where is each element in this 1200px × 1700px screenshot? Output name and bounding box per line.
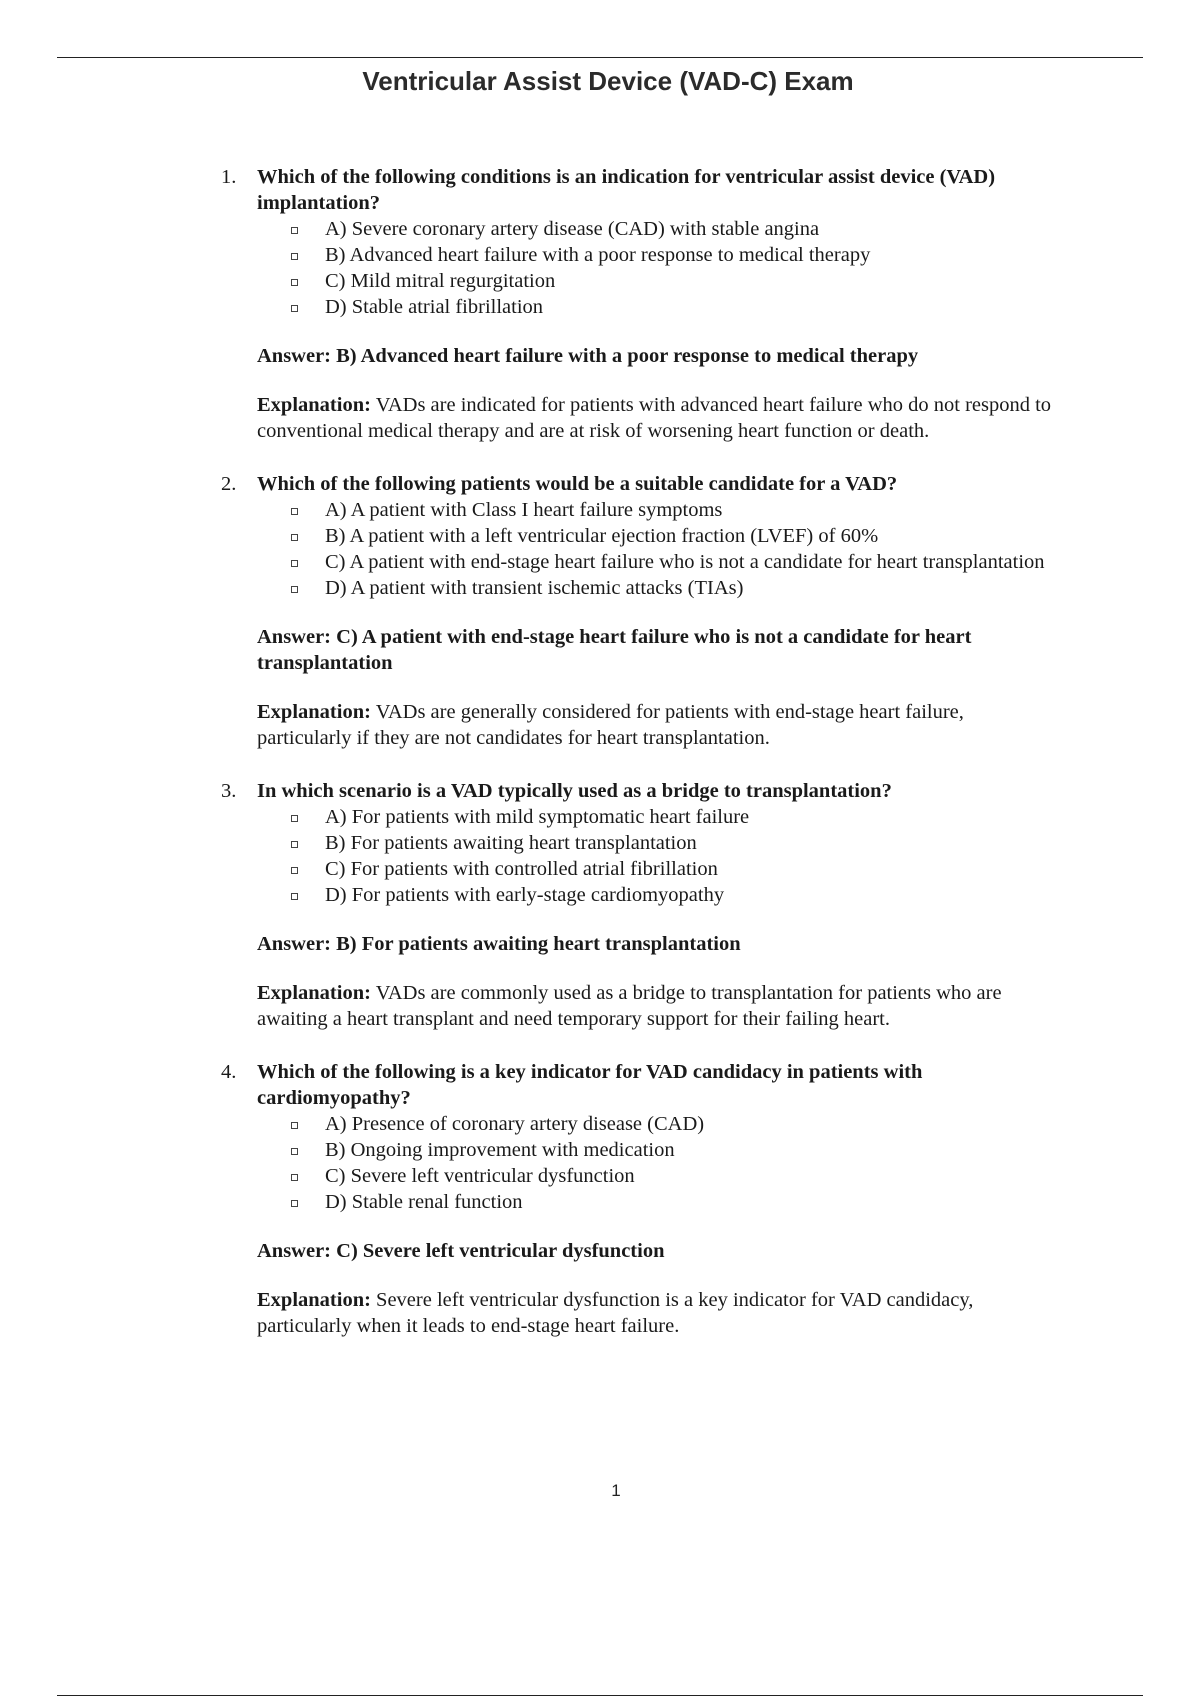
bottom-rule [57, 1695, 1143, 1696]
square-bullet-icon [291, 305, 298, 312]
question-number: 3. [221, 780, 237, 802]
explanation-text: Severe left ventricular dysfunction is a key indicator for VAD candidacy, particularly when it leads to end-stage heart failure. [257, 1289, 974, 1337]
question-list [221, 164, 1057, 1339]
square-bullet-icon [291, 867, 298, 874]
question-number: 1. [221, 166, 237, 188]
square-bullet-icon [291, 560, 298, 567]
option-c [325, 268, 1057, 294]
square-bullet-icon [291, 1122, 298, 1129]
explanation-text: VADs are indicated for patients with advanced heart failure who do not respond to conventional medical therapy and are at risk of worsening heart function or death. [257, 394, 1052, 442]
explanation-label: Explanation: [257, 701, 371, 723]
square-bullet-icon [291, 1148, 298, 1155]
option-b [325, 523, 1057, 549]
explanation-text: VADs are commonly used as a bridge to transplantation for patients who are awaiting a heart transplant and need temporary support for their failing heart. [257, 982, 1002, 1030]
option-d [325, 882, 1057, 908]
option-list [257, 804, 1057, 908]
square-bullet-icon [291, 279, 298, 286]
square-bullet-icon [291, 253, 298, 260]
option-text: A) A patient with Class I heart failure symptoms [325, 499, 723, 521]
question-text: In which scenario is a VAD typically used as a bridge to transplantation? [257, 780, 892, 802]
option-c [325, 549, 1057, 575]
top-rule [57, 57, 1143, 58]
square-bullet-icon [291, 586, 298, 593]
question-text: Which of the following patients would be a suitable candidate for a VAD? [257, 473, 898, 495]
explanation [257, 699, 1057, 751]
explanation-label: Explanation: [257, 982, 371, 1004]
explanation-label: Explanation: [257, 394, 371, 416]
option-c [325, 856, 1057, 882]
explanation [257, 1287, 1057, 1339]
explanation [257, 980, 1057, 1032]
square-bullet-icon [291, 1174, 298, 1181]
square-bullet-icon [291, 508, 298, 515]
square-bullet-icon [291, 815, 298, 822]
answer: Answer: B) Advanced heart failure with a poor response to medical therapy [257, 345, 919, 367]
option-text: D) Stable atrial fibrillation [325, 296, 544, 318]
option-text: C) Mild mitral regurgitation [325, 270, 556, 292]
option-text: B) Ongoing improvement with medication [325, 1139, 675, 1161]
option-text: A) Presence of coronary artery disease (CAD) [325, 1113, 705, 1135]
option-a [325, 804, 1057, 830]
option-text: B) For patients awaiting heart transplantation [325, 832, 697, 854]
question-1 [221, 164, 1057, 471]
option-c [325, 1163, 1057, 1189]
option-d [325, 1189, 1057, 1215]
question-text: Which of the following conditions is an indication for ventricular assist device (VAD) implantation? [257, 166, 996, 214]
option-d [325, 294, 1057, 320]
answer: Answer: C) A patient with end-stage heart failure who is not a candidate for heart transplantation [257, 626, 972, 674]
option-text: D) Stable renal function [325, 1191, 523, 1213]
option-d [325, 575, 1057, 601]
option-text: D) For patients with early-stage cardiomyopathy [325, 884, 725, 906]
question-number: 4. [221, 1061, 237, 1083]
option-text: A) For patients with mild symptomatic heart failure [325, 806, 750, 828]
option-text: C) A patient with end-stage heart failure who is not a candidate for heart transplantation [325, 551, 1045, 573]
question-2 [221, 471, 1057, 778]
option-b [325, 830, 1057, 856]
option-list [257, 1111, 1057, 1215]
square-bullet-icon [291, 227, 298, 234]
square-bullet-icon [291, 1200, 298, 1207]
explanation-text: VADs are generally considered for patients with end-stage heart failure, particularly if they are not candidates for heart transplantation. [257, 701, 964, 749]
option-text: C) For patients with controlled atrial fibrillation [325, 858, 718, 880]
square-bullet-icon [291, 841, 298, 848]
question-4 [221, 1059, 1057, 1339]
answer: Answer: B) For patients awaiting heart transplantation [257, 933, 741, 955]
option-text: D) A patient with transient ischemic attacks (TIAs) [325, 577, 744, 599]
option-list [257, 216, 1057, 320]
question-text: Which of the following is a key indicator for VAD candidacy in patients with cardiomyopathy? [257, 1061, 923, 1109]
option-a [325, 497, 1057, 523]
option-text: A) Severe coronary artery disease (CAD) with stable angina [325, 218, 820, 240]
page-number: 1 [611, 1481, 621, 1500]
option-list [257, 497, 1057, 601]
document-title: Ventricular Assist Device (VAD-C) Exam [362, 66, 854, 96]
square-bullet-icon [291, 534, 298, 541]
explanation [257, 392, 1057, 444]
option-b [325, 242, 1057, 268]
option-a [325, 1111, 1057, 1137]
option-a [325, 216, 1057, 242]
question-3 [221, 778, 1057, 1059]
answer: Answer: C) Severe left ventricular dysfunction [257, 1240, 665, 1262]
square-bullet-icon [291, 893, 298, 900]
option-text: C) Severe left ventricular dysfunction [325, 1165, 635, 1187]
question-number: 2. [221, 473, 237, 495]
option-text: B) A patient with a left ventricular ejection fraction (LVEF) of 60% [325, 525, 879, 547]
option-b [325, 1137, 1057, 1163]
option-text: B) Advanced heart failure with a poor response to medical therapy [325, 244, 871, 266]
explanation-label: Explanation: [257, 1289, 371, 1311]
